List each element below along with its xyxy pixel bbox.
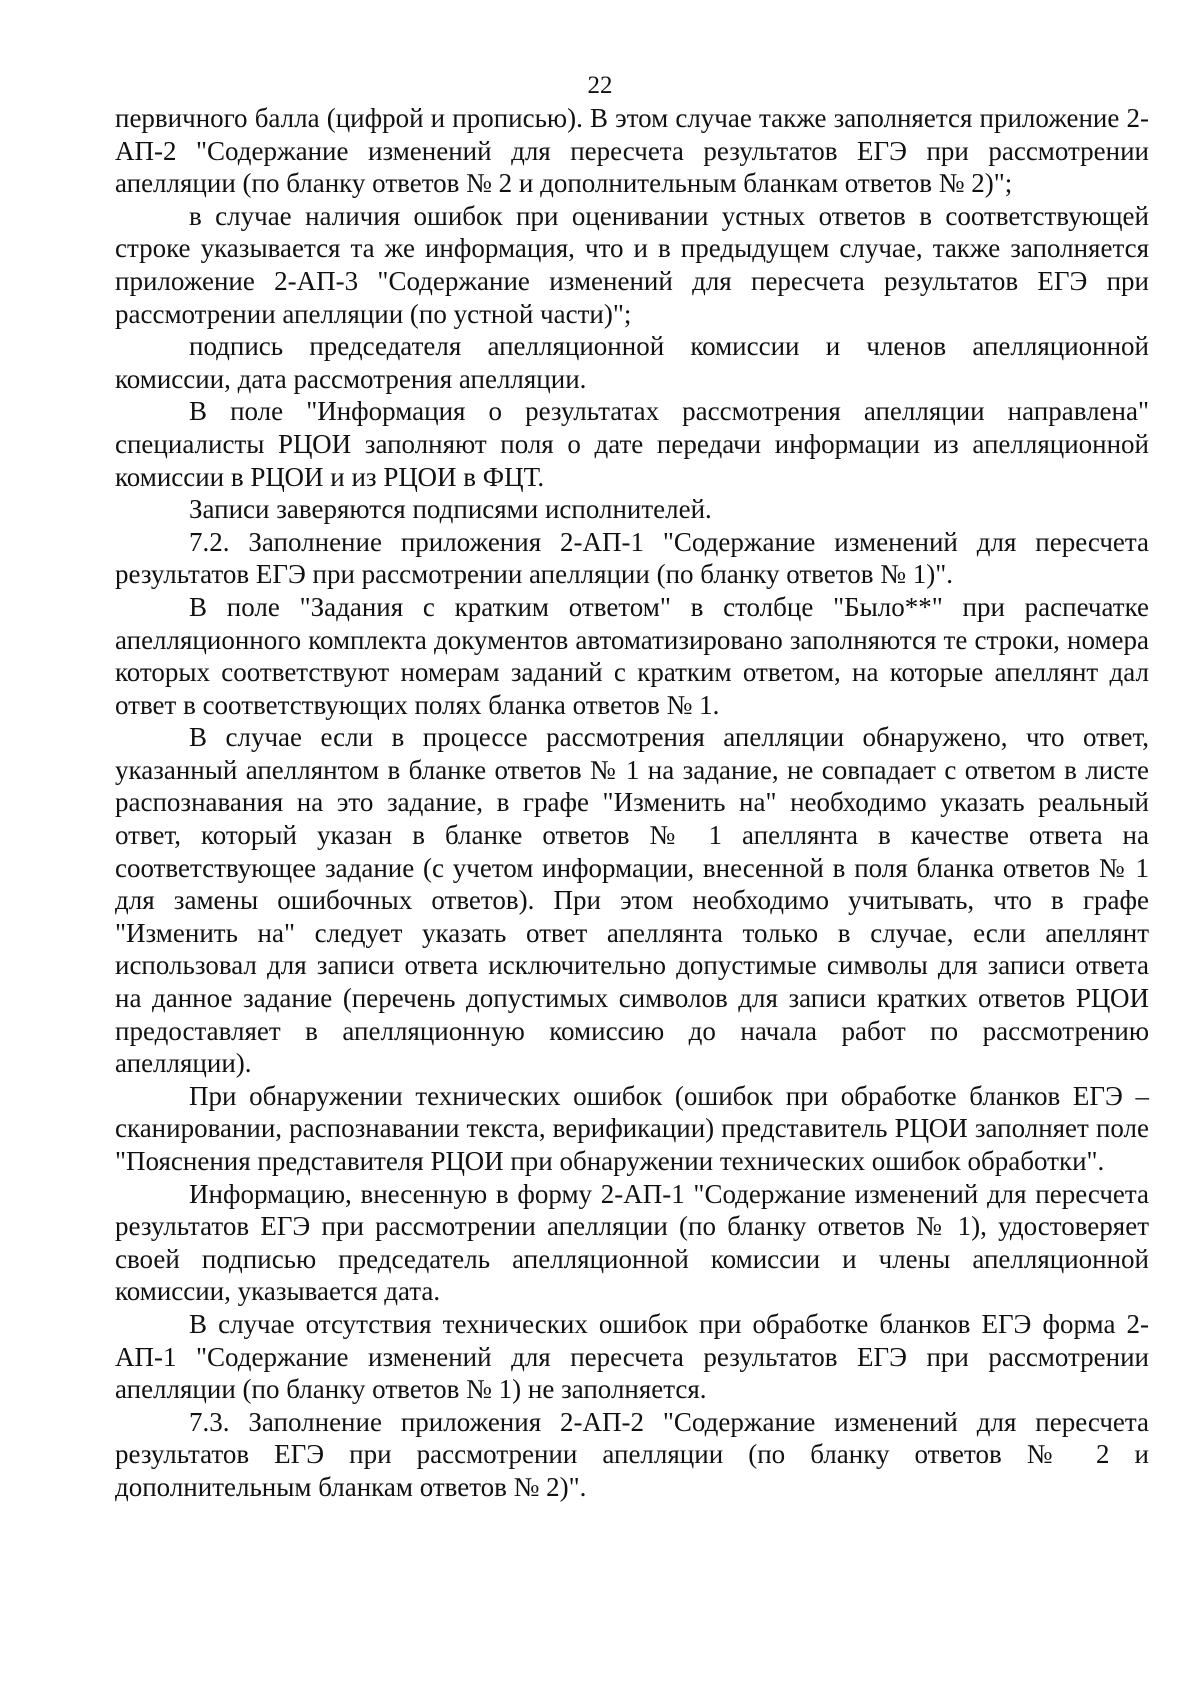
- paragraph: В поле "Задания с кратким ответом" в столбце "Было**" при распечатке апелляционного комплекта документов автоматизировано заполняются те строки, номера которых соответствуют номерам заданий с кратким ответом, на которые апеллянт дал ответ в соответствующих полях бланка ответов № 1.: [115, 591, 1149, 720]
- paragraph: В поле "Информация о результатах рассмотрения апелляции направлена" специалисты РЦОИ заполняют поля о дате передачи информации из апелляционной комиссии в РЦОИ и из РЦОИ в ФЦТ.: [115, 396, 1149, 492]
- paragraph: подпись председателя апелляционной комиссии и членов апелляционной комиссии, дата рассмотрения апелляции.: [115, 331, 1149, 394]
- section-heading-7-2: 7.2. Заполнение приложения 2-АП-1 "Содержание изменений для пересчета результатов ЕГЭ при рассмотрении апелляции (по бланку ответов № 1)".: [115, 526, 1149, 590]
- section-heading-7-3: 7.3. Заполнение приложения 2-АП-2 "Содержание изменений для пересчета результатов ЕГЭ при рассмотрении апелляции (по бланку ответов № 2 и дополнительным бланкам ответов № 2)".: [115, 1406, 1149, 1502]
- paragraph: первичного балла (цифрой и прописью). В этом случае также заполняется приложение 2-АП-2 "Содержание изменений для пересчета результатов ЕГЭ при рассмотрении апелляции (по бланку ответов № 2 и дополнительным бланкам ответов № 2)";: [115, 103, 1149, 199]
- document-body: [115, 102, 1149, 1504]
- paragraph: Записи заверяются подписями исполнителей.: [189, 494, 712, 525]
- paragraph: При обнаружении технических ошибок (ошибок при обработке бланков ЕГЭ – сканировании, распознавании текста, верификации) представитель РЦОИ заполняет поле "Пояснения представителя РЦОИ при обнаружении технических ошибок обработки".: [115, 1080, 1149, 1176]
- paragraph: В случае если в процессе рассмотрения апелляции обнаружено, что ответ, указанный апеллянтом в бланке ответов № 1 на задание, не совпадает с ответом в листе распознавания на это задание, в графе "Изменить на" необходимо указать реальный ответ, который указан в бланке ответов № 1 апеллянта в качестве ответа на соответствующее задание (с учетом информации, внесенной в поля бланка ответов № 1 для замены ошибочных ответов). При этом необходимо учитывать, что в графе "Изменить на" следует указать ответ апеллянта только в случае, если апеллянт использовал для записи ответа исключительно допустимые символы для записи ответа на данное задание (перечень допустимых символов для записи кратких ответов РЦОИ предоставляет в апелляционную комиссию до начала работ по рассмотрению апелляции).: [115, 722, 1149, 1079]
- page-number: 22: [587, 72, 613, 99]
- paragraph: Информацию, внесенную в форму 2-АП-1 "Содержание изменений для пересчета результатов ЕГЭ при рассмотрении апелляции (по бланку ответов № 1), удостоверяет своей подписью председатель апелляционной комиссии и члены апелляционной комиссии, указывается дата.: [115, 1178, 1149, 1307]
- paragraph: В случае отсутствия технических ошибок при обработке бланков ЕГЭ форма 2-АП-1 "Содержание изменений для пересчета результатов ЕГЭ при рассмотрении апелляции (по бланку ответов № 1) не заполняется.: [115, 1308, 1149, 1405]
- paragraph: в случае наличия ошибок при оценивании устных ответов в соответствующей строке указывается та же информация, что и в предыдущем случае, также заполняется приложение 2-АП-3 "Содержание изменений для пересчета результатов ЕГЭ при рассмотрении апелляции (по устной части)";: [115, 200, 1149, 329]
